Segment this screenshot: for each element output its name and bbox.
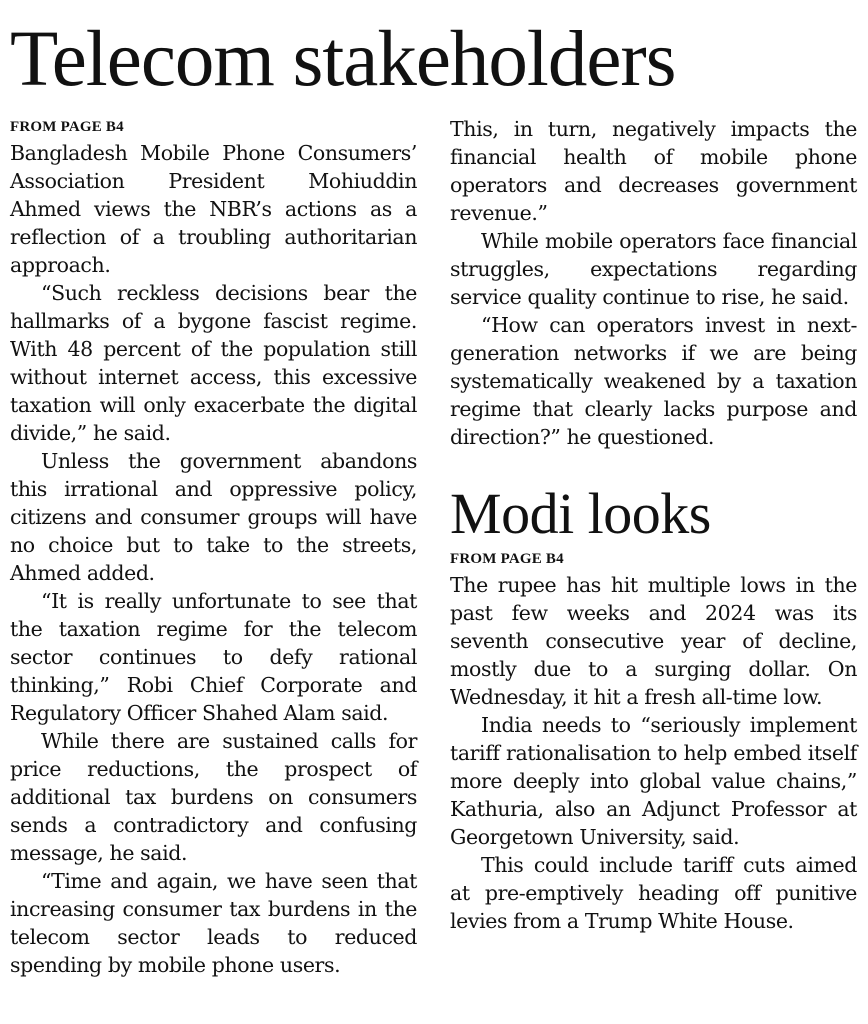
story1-paragraph: While there are sustained calls for price reductions, the prospect of additional tax burdens on consumers sends a contradictory and confusing message, he said. (10, 729, 417, 865)
story2-headline: Modi looks (450, 481, 711, 546)
story1-paragraph-continued: While mobile operators face financial struggles, expectations regarding service quality continue to rise, he said. (450, 229, 857, 309)
story2-paragraph: India needs to “seriously implement tariff rationalisation to help embed itself more deeply into global value chains,” Kathuria, also an Adjunct Professor at Georgetown University, said. (450, 713, 857, 849)
story2-paragraph: The rupee has hit multiple lows in the past few weeks and 2024 was its seventh consecutive year of decline, mostly due to a surging dollar. On Wednesday, it hit a fresh all-time low. (450, 573, 857, 709)
right-column (450, 115, 857, 935)
story1-paragraph: Bangladesh Mobile Phone Consumers’ Association President Mohiuddin Ahmed views the NBR’s actions as a reflection of a troubling authoritarian approach. (10, 141, 417, 277)
story1-headline: Telecom stakeholders (10, 16, 676, 103)
story1-paragraph: “Such reckless decisions bear the hallmarks of a bygone fascist regime. With 48 percent of the population still without internet access, this excessive taxation will only exacerbate the digital divide,” he said. (10, 281, 417, 445)
story2-paragraph: This could include tariff cuts aimed at pre-emptively heading off punitive levies from a Trump White House. (450, 853, 857, 933)
story1-paragraph-continued: This, in turn, negatively impacts the financial health of mobile phone operators and decreases government revenue.” (450, 117, 857, 225)
story2-kicker: FROM PAGE B4 (450, 551, 564, 567)
story1-kicker: FROM PAGE B4 (10, 119, 124, 135)
story1-paragraph: “It is really unfortunate to see that the taxation regime for the telecom sector continues to defy rational thinking,” Robi Chief Corporate and Regulatory Officer Shahed Alam said. (10, 589, 417, 725)
story1-paragraph: “Time and again, we have seen that increasing consumer tax burdens in the telecom sector leads to reduced spending by mobile phone users. (10, 869, 417, 977)
left-column (10, 115, 417, 979)
story1-paragraph: Unless the government abandons this irrational and oppressive policy, citizens and consumer groups will have no choice but to take to the streets, Ahmed added. (10, 449, 417, 585)
story1-paragraph-continued: “How can operators invest in next-generation networks if we are being systematically weakened by a taxation regime that clearly lacks purpose and direction?” he questioned. (450, 313, 857, 449)
